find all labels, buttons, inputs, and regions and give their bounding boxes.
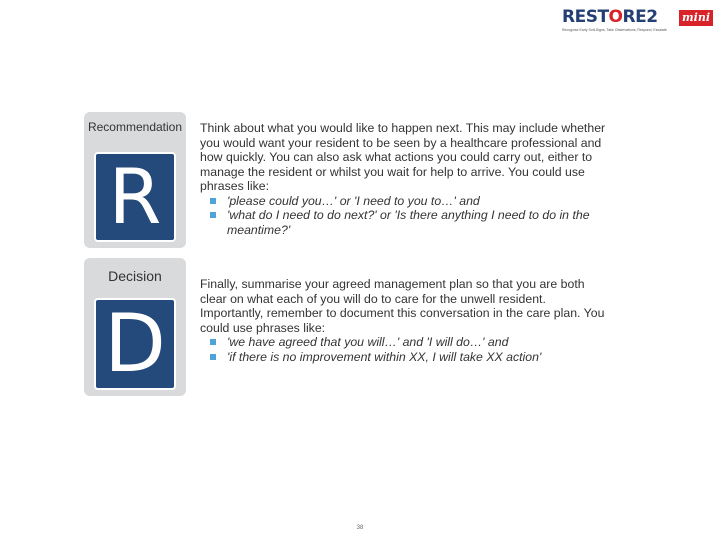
logo-wordmark: RESTORE2 (562, 7, 658, 27)
recommendation-paragraph: Think about what you would like to happen next. This may include whether you would want your resident to be seen by a healthcare professional and how quickly. You can also ask what actions you could carry out, either to manage the resident or whilst you wait for help to arrive. You could use phrases like: (200, 121, 606, 193)
recommendation-phrases (200, 194, 610, 238)
decision-label: Decision (108, 268, 162, 284)
decision-paragraph: Finally, summarise your agreed management plan so that you are both clear on what each of you will do to care for the unwell resident. Importantly, remember to document this conversation in the care plan. You could use phrases like: (200, 277, 605, 335)
decision-card (84, 258, 186, 396)
decision-phrases (200, 335, 610, 364)
recommendation-label: Recommendation (87, 120, 183, 134)
list-item: 'please could you…' or 'I need to you to…' and (200, 194, 610, 209)
square-bullet-icon (210, 339, 216, 345)
square-bullet-icon (210, 212, 216, 218)
decision-letter-tile: D (94, 298, 176, 390)
decision-text (200, 277, 610, 364)
recommendation-card (84, 112, 186, 248)
recommendation-letter-tile: R (94, 152, 176, 242)
restore2-mini-logo (562, 8, 714, 38)
recommendation-text (200, 121, 610, 237)
list-item: 'we have agreed that you will…' and 'I will do…' and (200, 335, 610, 350)
square-bullet-icon (210, 354, 216, 360)
list-item: 'if there is no improvement within XX, I will take XX action' (200, 350, 610, 365)
page-number: 38 (356, 525, 364, 531)
square-bullet-icon (210, 198, 216, 204)
list-item: 'what do I need to do next?' or 'Is there anything I need to do in the meantime?' (200, 208, 610, 237)
logo-tagline: Recognise Early Soft-Signs, Take Observations, Respond, Escalate (562, 28, 667, 32)
logo-mini-badge: mini (679, 10, 713, 26)
